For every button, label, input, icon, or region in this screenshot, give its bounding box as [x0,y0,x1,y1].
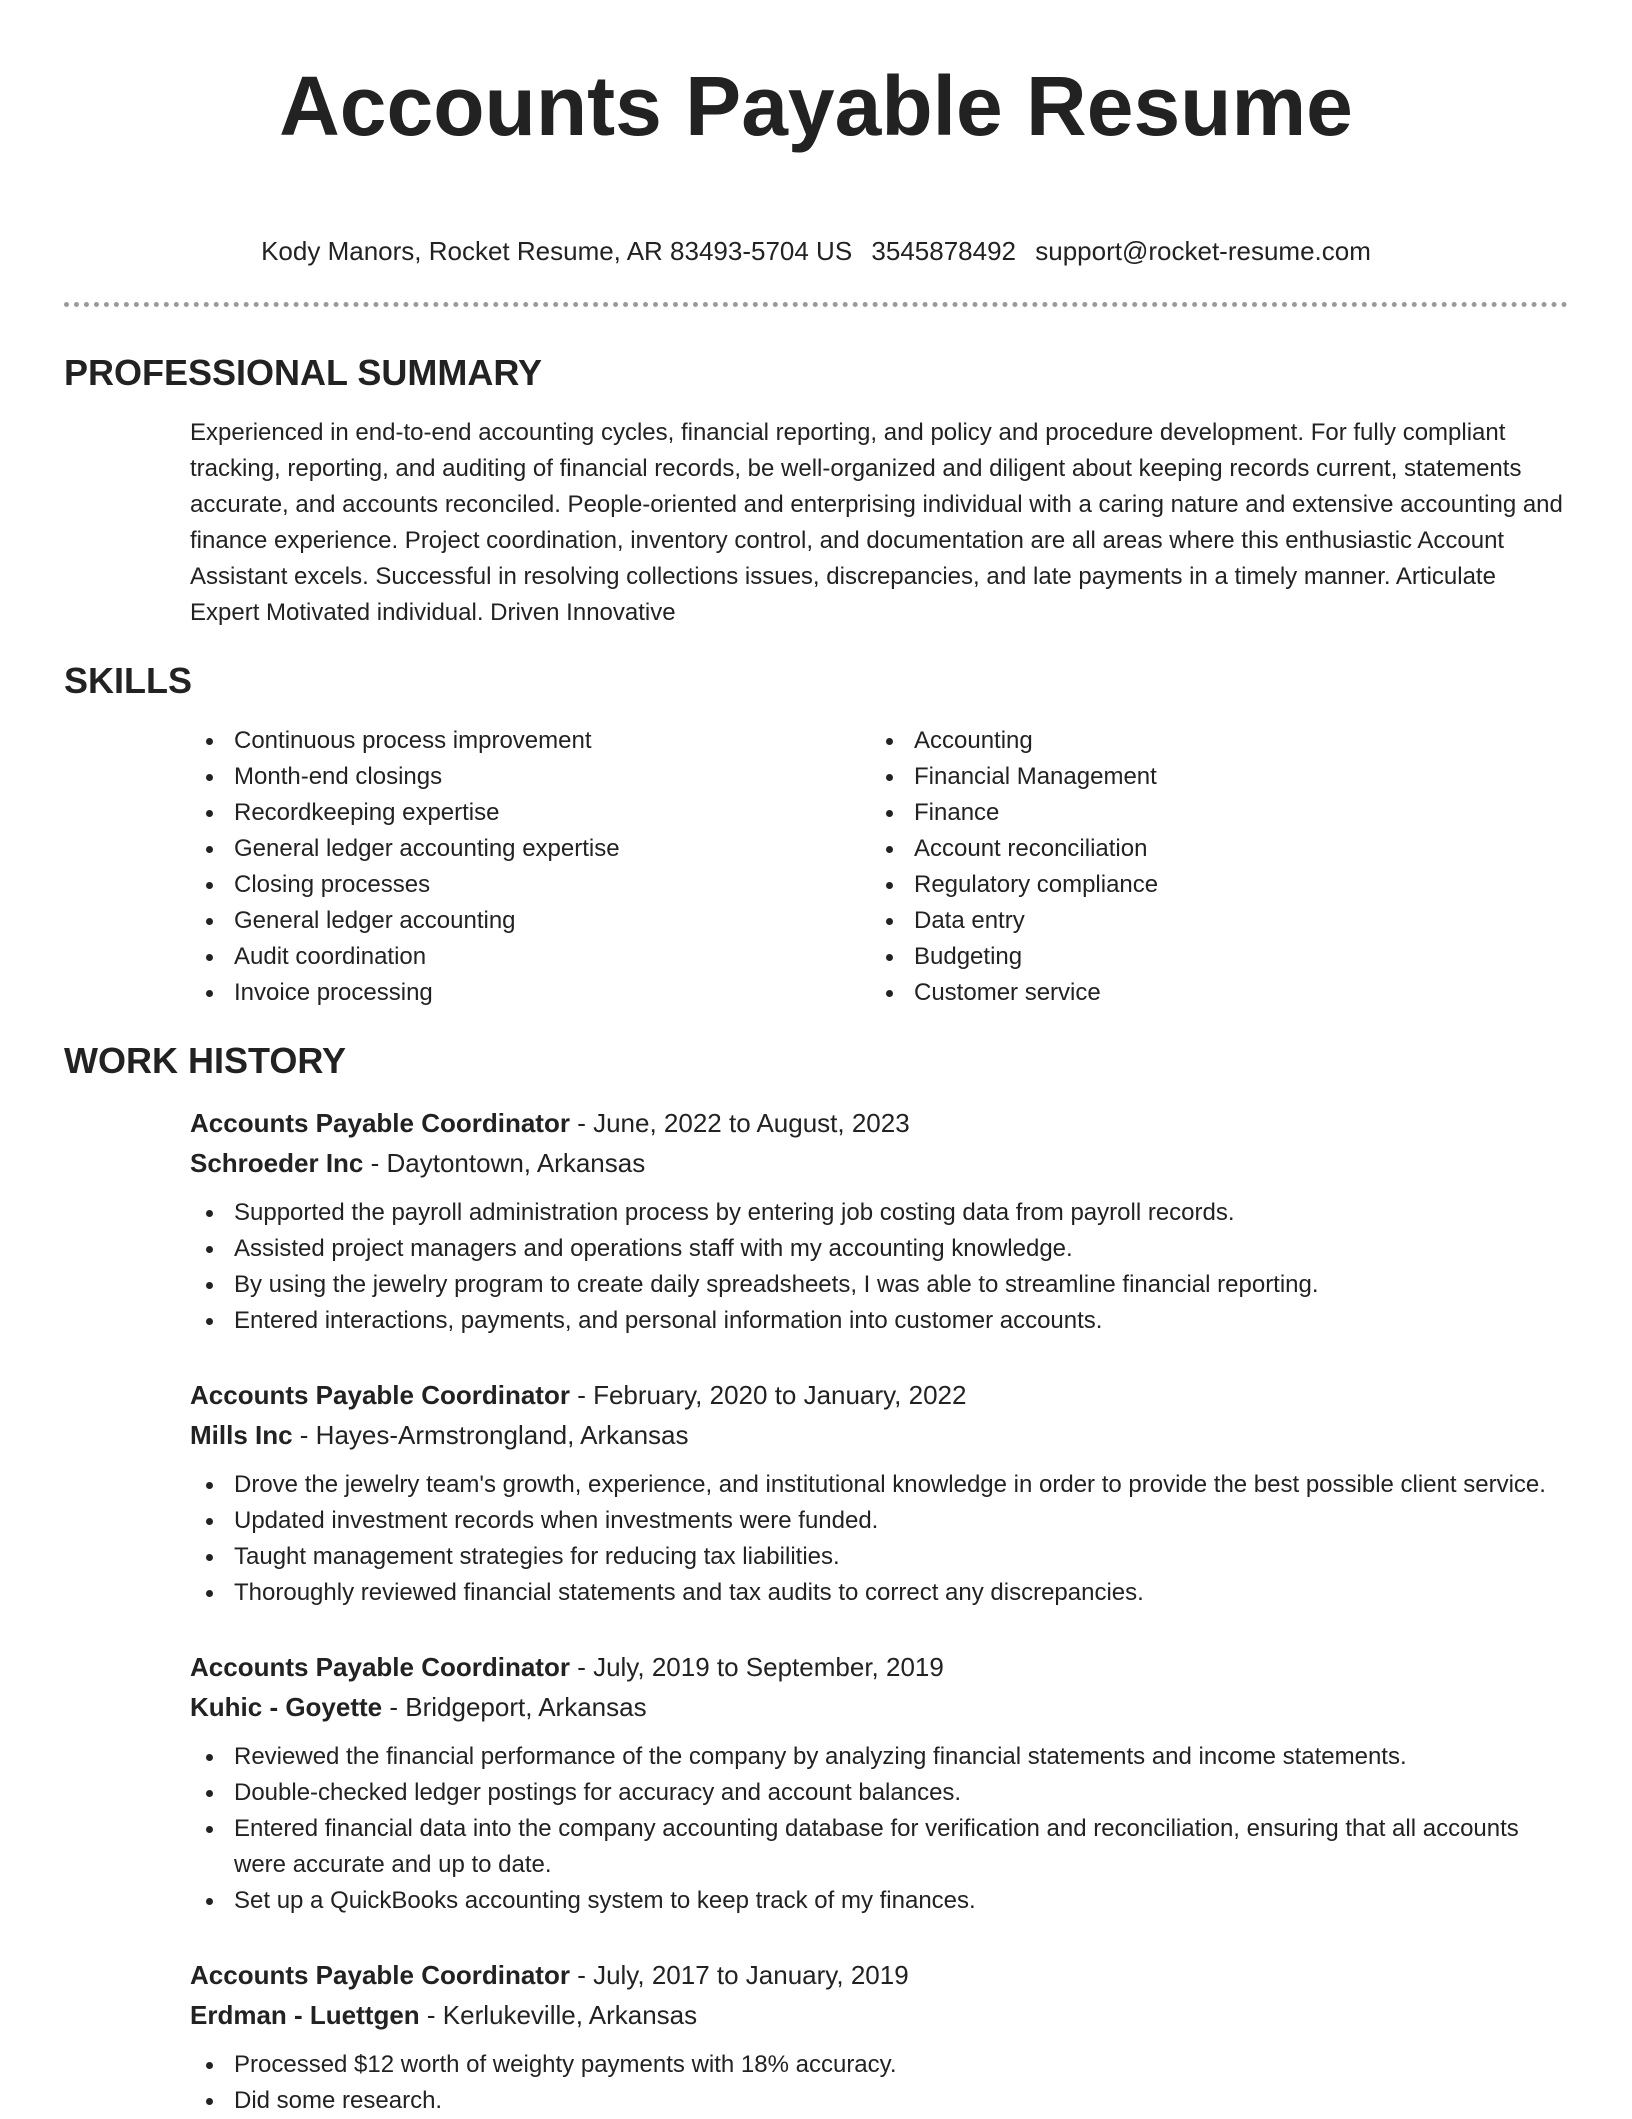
job-entry [190,1103,1568,1339]
job-title-line [190,1955,1568,1995]
duty-item: Assisted project managers and operations staff with my accounting knowledge. [190,1231,1568,1267]
contact-phone: 3545878492 [871,236,1017,266]
duty-item: Processed $12 worth of weighty payments with 18% accuracy. [190,2047,1568,2083]
duty-item: Set up a QuickBooks accounting system to keep track of my finances. [190,1883,1568,1919]
job-duties [190,1739,1568,1919]
skill-item: Accounting [870,723,1550,759]
skills-column-left [190,723,870,1011]
dotted-divider [64,302,1568,307]
job-title-line [190,1647,1568,1687]
duty-item: Supported the payroll administration process by entering job costing data from payroll records. [190,1195,1568,1231]
skill-item: Continuous process improvement [190,723,870,759]
job-duties [190,1195,1568,1339]
skill-item: Customer service [870,975,1550,1011]
job-dates: - June, 2022 to August, 2023 [569,1108,910,1138]
duty-item: Entered financial data into the company accounting database for verification and reconciliation, ensuring that all accounts were accurate and up to date. [190,1811,1568,1883]
skill-item: Account reconciliation [870,831,1550,867]
job-company: Erdman - Luettgen [190,2000,420,2030]
job-company: Schroeder Inc [190,1148,364,1178]
summary-text: Experienced in end-to-end accounting cycles, financial reporting, and policy and procedure development. For fully compliant tracking, reporting, and auditing of financial records, be well-organized and diligent about keeping records current, statements accurate, and accounts reconciled. People-oriented and enterprising individual with a caring nature and extensive accounting and finance experience. Project coordination, inventory control, and documentation are all areas where this enthusiastic Account Assistant excels. Successful in resolving collections issues, discrepancies, and late payments in a timely manner. Articulate Expert Motivated individual. Driven Innovative [190,419,1563,626]
job-title: Accounts Payable Coordinator [190,1380,570,1410]
duty-item: Taught management strategies for reducing tax liabilities. [190,1539,1568,1575]
skill-item: Invoice processing [190,975,870,1011]
skill-item: Closing processes [190,867,870,903]
duty-item: Updated investment records when investments were funded. [190,1503,1568,1539]
duty-item: Entered interactions, payments, and personal information into customer accounts. [190,1303,1568,1339]
duty-item: Double-checked ledger postings for accuracy and account balances. [190,1775,1568,1811]
job-title-line [190,1375,1568,1415]
skills-list [190,723,1568,1011]
job-company: Mills Inc [190,1420,293,1450]
skill-item: Financial Management [870,759,1550,795]
job-title: Accounts Payable Coordinator [190,1960,570,1990]
job-duties [190,1467,1568,1611]
job-company-line [190,1995,1568,2035]
skill-item: Regulatory compliance [870,867,1550,903]
job-title-line [190,1103,1568,1143]
skill-item: Audit coordination [190,939,870,975]
duty-item: Thoroughly reviewed financial statements and tax audits to correct any discrepancies. [190,1575,1568,1611]
skills-column-right [870,723,1550,1011]
skill-item: Month-end closings [190,759,870,795]
duty-item: By using the jewelry program to create daily spreadsheets, I was able to streamline financial reporting. [190,1267,1568,1303]
job-company-line [190,1143,1568,1183]
job-duties [190,2047,1568,2119]
job-location: - Kerlukeville, Arkansas [419,2000,698,2030]
job-title: Accounts Payable Coordinator [190,1652,570,1682]
job-company-line [190,1687,1568,1727]
job-location: - Bridgeport, Arkansas [382,1692,647,1722]
job-entry [190,1647,1568,1919]
contact-email: support@rocket-resume.com [1035,236,1371,266]
job-entry [190,1375,1568,1611]
skill-item: General ledger accounting [190,903,870,939]
skill-item: Budgeting [870,939,1550,975]
job-company: Kuhic - Goyette [190,1692,383,1722]
job-location: - Daytontown, Arkansas [363,1148,646,1178]
summary-heading: PROFESSIONAL SUMMARY [64,352,543,393]
page-title: Accounts Payable Resume [279,59,1353,153]
skill-item: Recordkeeping expertise [190,795,870,831]
job-location: - Hayes-Armstrongland, Arkansas [292,1420,689,1450]
duty-item: Did some research. [190,2083,1568,2119]
duty-item: Reviewed the financial performance of the company by analyzing financial statements and income statements. [190,1739,1568,1775]
job-entry [190,1955,1568,2119]
job-company-line [190,1415,1568,1455]
skills-heading: SKILLS [64,660,193,701]
job-title: Accounts Payable Coordinator [190,1108,570,1138]
skill-item: Finance [870,795,1550,831]
work-history-heading: WORK HISTORY [64,1040,347,1081]
job-dates: - February, 2020 to January, 2022 [569,1380,967,1410]
contact-line [64,234,1568,268]
job-dates: - July, 2017 to January, 2019 [569,1960,909,1990]
skill-item: Data entry [870,903,1550,939]
job-dates: - July, 2019 to September, 2019 [569,1652,944,1682]
skill-item: General ledger accounting expertise [190,831,870,867]
contact-address: Kody Manors, Rocket Resume, AR 83493-5704 US [261,236,853,266]
duty-item: Drove the jewelry team's growth, experience, and institutional knowledge in order to provide the best possible client service. [190,1467,1568,1503]
